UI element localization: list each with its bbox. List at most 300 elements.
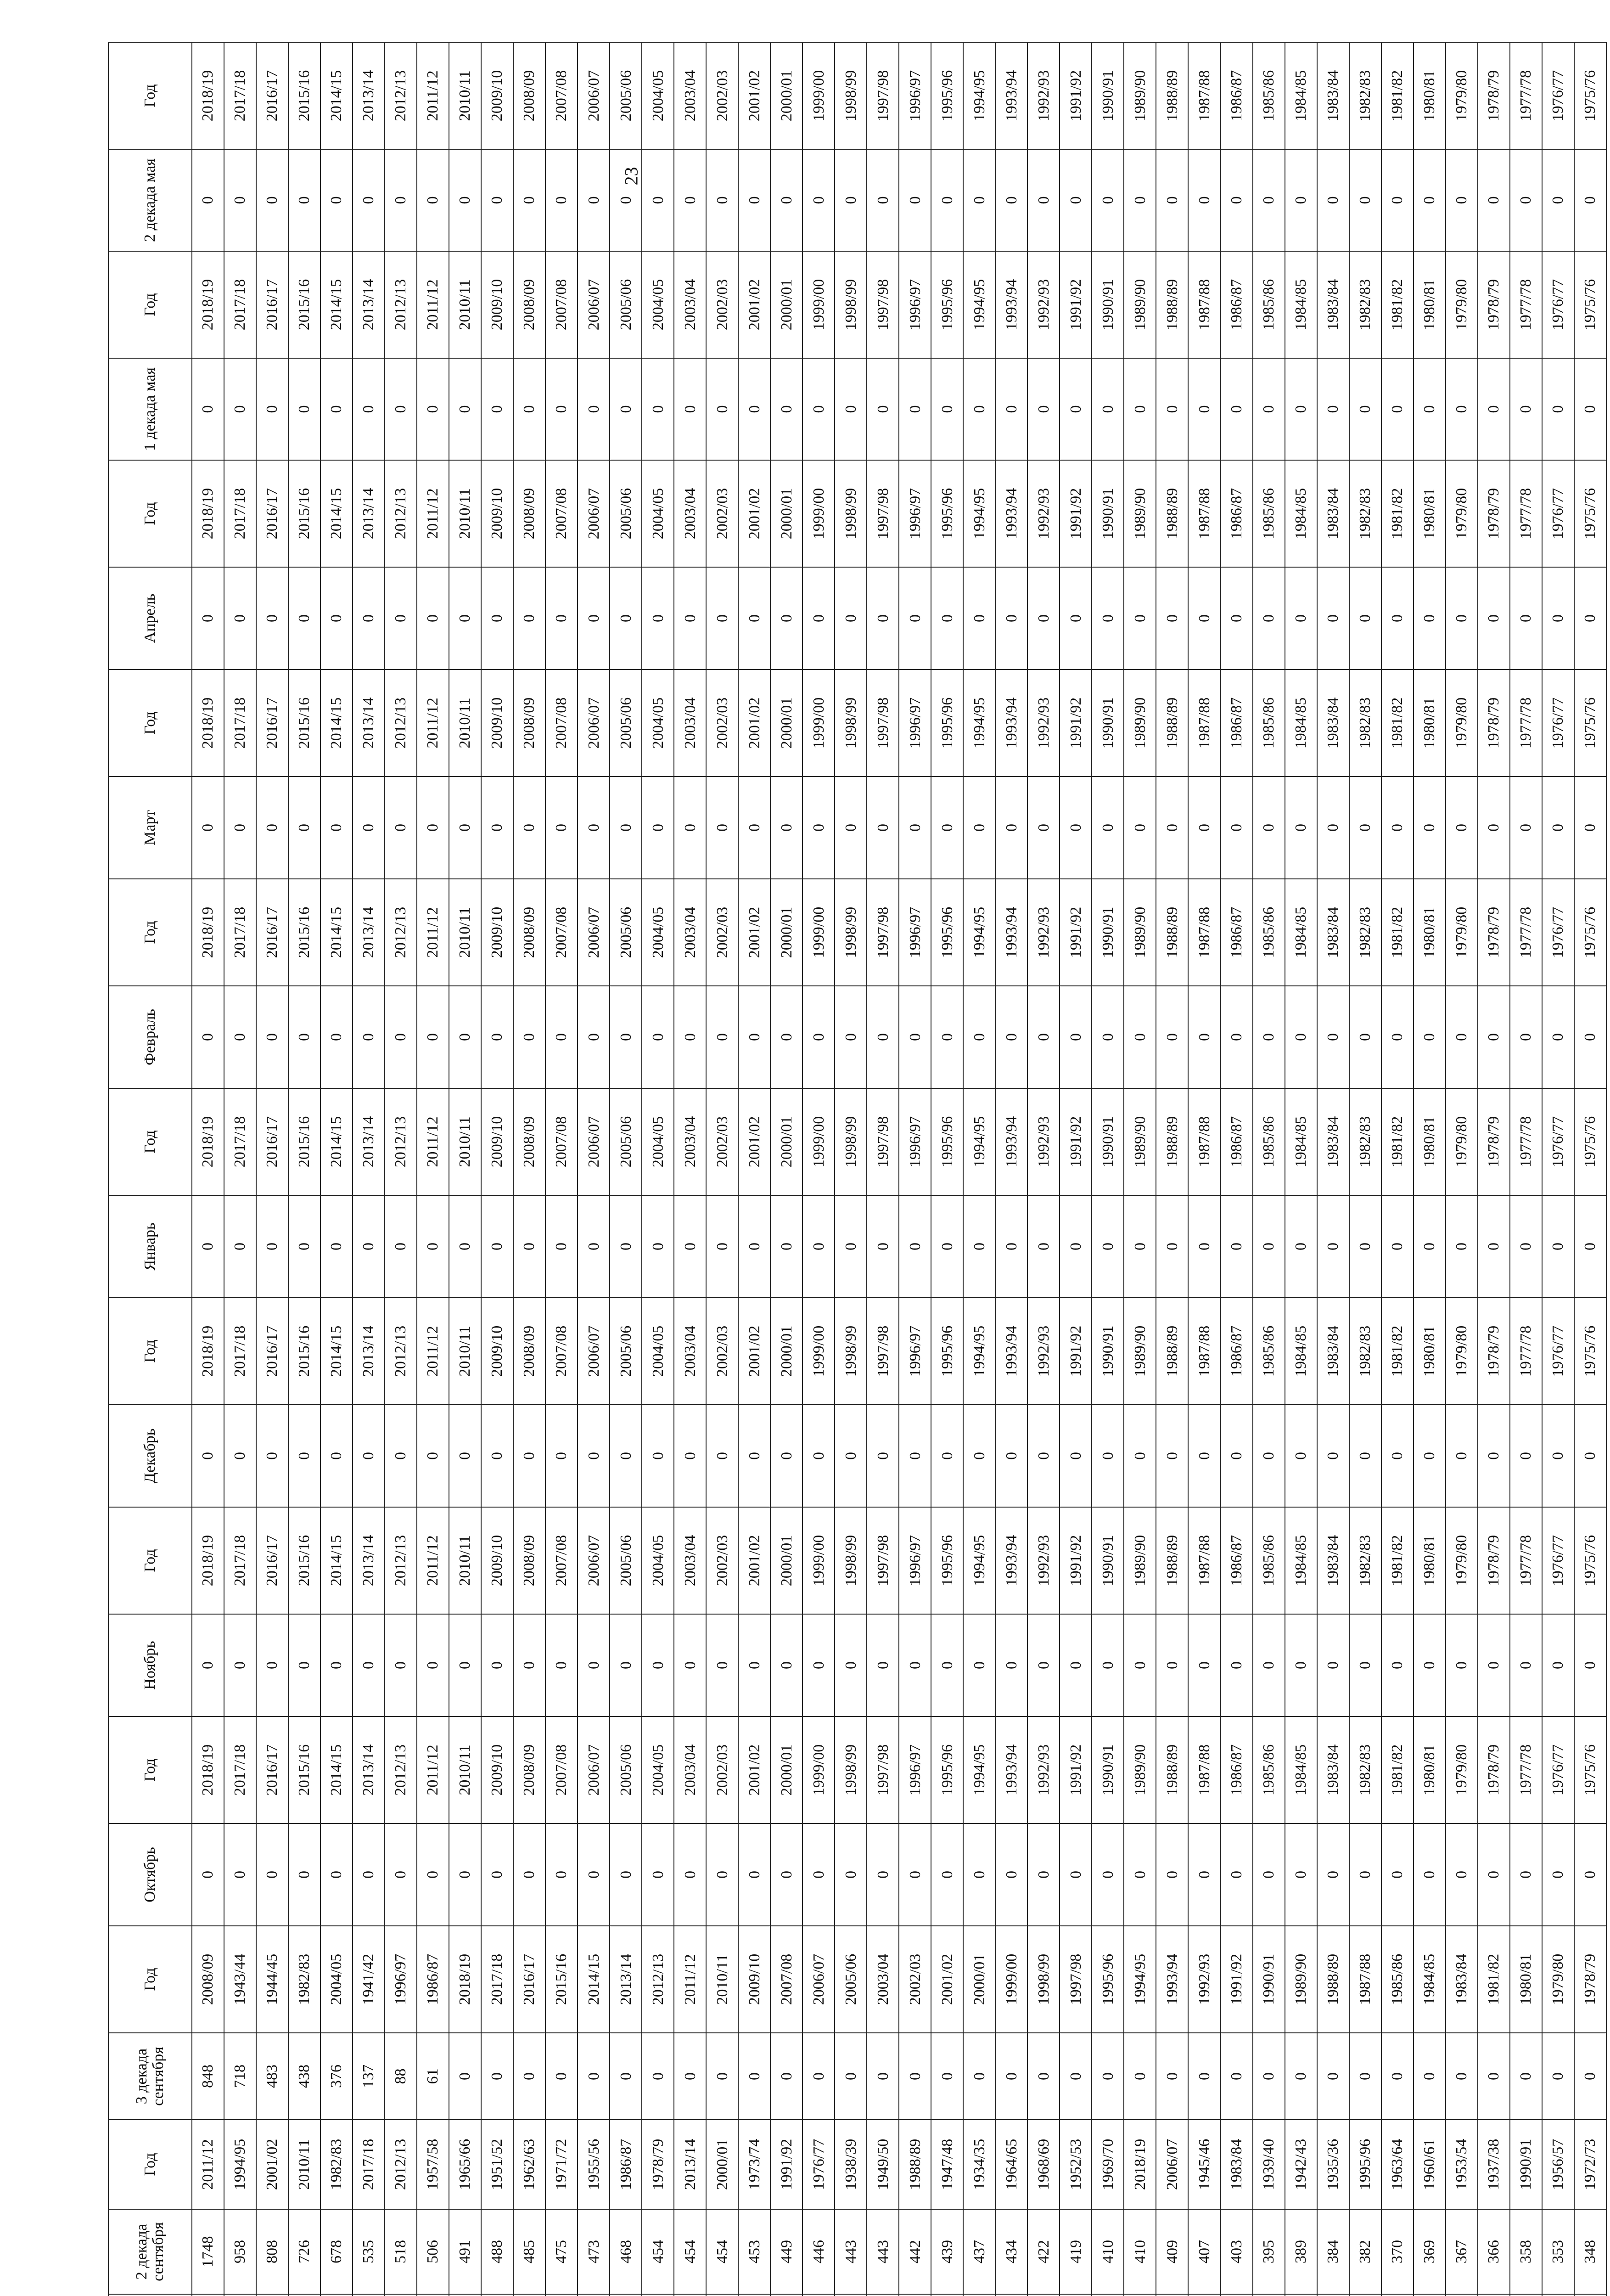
table-cell-god: 2010/11: [449, 1298, 481, 1405]
table-cell-apr: 0: [449, 567, 481, 670]
table-cell-apr: 0: [1349, 567, 1381, 670]
table-cell-god: 1986/87: [1221, 879, 1253, 986]
table-cell-obespechennost: [1446, 2294, 1478, 2296]
table-cell-mar: 0: [770, 777, 802, 879]
table-cell-god: 1987/88: [1188, 1298, 1220, 1405]
table-cell-jan: 0: [578, 1195, 610, 1298]
table-cell-god: 2012/13: [385, 42, 417, 149]
table-cell-oct: 0: [545, 1823, 578, 1926]
table-cell-jan: 0: [1124, 1195, 1156, 1298]
table-cell-dec: 0: [706, 1405, 738, 1507]
table-cell-may-dec1: 0: [481, 358, 513, 460]
table-row: [1478, 42, 1510, 2296]
table-cell-may-dec1: 0: [1510, 358, 1542, 460]
table-cell-nov: 0: [1478, 1614, 1510, 1716]
table-cell-may-dec1: 0: [192, 358, 224, 460]
table-cell-god: 1983/84: [1446, 1926, 1478, 2033]
table-cell-god: 2018/19: [192, 251, 224, 358]
table-cell-god: 2016/17: [256, 251, 288, 358]
table-cell-apr: 0: [481, 567, 513, 670]
table-cell-god: 1978/79: [1478, 1507, 1510, 1614]
table-cell-god: 1971/72: [545, 2120, 578, 2209]
table-cell-oct: 0: [1574, 1823, 1606, 1926]
table-cell-may-dec1: 0: [1092, 358, 1124, 460]
table-cell-sept-dec2: 389: [1285, 2209, 1317, 2294]
table-cell-may-dec1: 0: [513, 358, 545, 460]
table-cell-mar: 0: [899, 777, 931, 879]
table-cell-god: 1988/89: [1156, 1088, 1188, 1195]
table-cell-god: 2006/07: [578, 42, 610, 149]
table-cell-god: 1986/87: [1221, 670, 1253, 777]
table-cell-god: 2007/08: [545, 251, 578, 358]
table-cell-oct: 0: [288, 1823, 320, 1926]
table-cell-god: 1999/00: [802, 1088, 835, 1195]
table-cell-sept-dec3: 0: [1092, 2033, 1124, 2120]
table-cell-may-dec1: 0: [1060, 358, 1092, 460]
table-cell-jan: 0: [1510, 1195, 1542, 1298]
table-cell-may-dec1: 0: [1317, 358, 1349, 460]
table-cell-feb: 0: [481, 986, 513, 1088]
table-cell-god: 2015/16: [288, 1298, 320, 1405]
table-cell-oct: 0: [867, 1823, 899, 1926]
table-cell-apr: 0: [642, 567, 674, 670]
table-row: [1317, 42, 1349, 2296]
table-cell-god: 1986/87: [1221, 460, 1253, 567]
table-cell-god: 2009/10: [481, 1298, 513, 1405]
table-cell-dec: 0: [642, 1405, 674, 1507]
table-cell-may-dec2: 0: [1349, 149, 1381, 251]
table-cell-may-dec2: 0: [1542, 149, 1574, 251]
table-cell-god: 2015/16: [545, 1926, 578, 2033]
table-cell-sept-dec3: 61: [417, 2033, 449, 2120]
table-cell-nov: 0: [610, 1614, 642, 1716]
table-cell-god: 1986/87: [417, 1926, 449, 2033]
table-cell-apr: 0: [513, 567, 545, 670]
table-row: [867, 42, 899, 2296]
table-cell-god: 1976/77: [1542, 460, 1574, 567]
table-cell-nov: 0: [385, 1614, 417, 1716]
table-cell-obespechennost: [449, 2294, 481, 2296]
table-cell-dec: 0: [770, 1405, 802, 1507]
table-cell-mar: 0: [481, 777, 513, 879]
table-cell-god: 1977/78: [1510, 879, 1542, 986]
table-cell-god: 2005/06: [610, 42, 642, 149]
header-god-10: Год: [108, 1298, 192, 1405]
table-cell-oct: 0: [899, 1823, 931, 1926]
table-cell-god: 1969/70: [1092, 2120, 1124, 2209]
table-cell-god: 2000/01: [963, 1926, 995, 2033]
table-row: [385, 42, 417, 2296]
table-cell-god: 1998/99: [835, 42, 867, 149]
table-cell-god: 1987/88: [1188, 1088, 1220, 1195]
table-cell-apr: 0: [835, 567, 867, 670]
table-row: [642, 42, 674, 2296]
table-cell-god: 1987/88: [1188, 1507, 1220, 1614]
table-cell-feb: 0: [1060, 986, 1092, 1088]
table-cell-god: 1991/92: [1060, 1716, 1092, 1823]
table-cell-sept-dec3: 483: [256, 2033, 288, 2120]
table-cell-jan: 0: [1414, 1195, 1446, 1298]
table-cell-god: 2007/08: [770, 1926, 802, 2033]
table-cell-may-dec2: 0: [1381, 149, 1414, 251]
table-cell-sept-dec3: 0: [963, 2033, 995, 2120]
table-cell-oct: 0: [1349, 1823, 1381, 1926]
table-cell-nov: 0: [1092, 1614, 1124, 1716]
table-cell-god: 2001/02: [738, 460, 770, 567]
header-god-2: Год: [108, 2120, 192, 2209]
table-cell-may-dec2: 0: [1446, 149, 1478, 251]
table-cell-feb: 0: [1381, 986, 1414, 1088]
table-cell-god: 2000/01: [706, 2120, 738, 2209]
table-cell-god: 1935/36: [1317, 2120, 1349, 2209]
table-cell-oct: 0: [1188, 1823, 1220, 1926]
table-cell-feb: 0: [320, 986, 353, 1088]
table-cell-god: 2008/09: [513, 1716, 545, 1823]
table-cell-may-dec2: 0: [610, 149, 642, 251]
table-cell-mar: 0: [1510, 777, 1542, 879]
table-cell-sept-dec3: 0: [1574, 2033, 1606, 2120]
table-cell-god: 2011/12: [417, 42, 449, 149]
table-cell-oct: 0: [481, 1823, 513, 1926]
header-oct-5: Октябрь: [108, 1823, 192, 1926]
table-cell-sept-dec2: 353: [1542, 2209, 1574, 2294]
table-cell-sept-dec3: 0: [513, 2033, 545, 2120]
table-cell-god: 1998/99: [835, 1716, 867, 1823]
table-row: [353, 42, 385, 2296]
table-cell-obespechennost: [578, 2294, 610, 2296]
table-cell-nov: 0: [899, 1614, 931, 1716]
table-cell-god: 1975/76: [1574, 1507, 1606, 1614]
table-cell-god: 1985/86: [1253, 670, 1285, 777]
table-cell-god: 2010/11: [449, 1507, 481, 1614]
table-cell-oct: 0: [1542, 1823, 1574, 1926]
header-god-8: Год: [108, 1507, 192, 1614]
table-cell-sept-dec2: 453: [738, 2209, 770, 2294]
table-cell-jan: 0: [770, 1195, 802, 1298]
table-cell-apr: 0: [1542, 567, 1574, 670]
table-cell-dec: 0: [1188, 1405, 1220, 1507]
table-row: [1156, 42, 1188, 2296]
table-cell-may-dec1: 0: [417, 358, 449, 460]
table-cell-god: 1999/00: [995, 1926, 1027, 2033]
table-cell-sept-dec3: 0: [1253, 2033, 1285, 2120]
table-cell-mar: 0: [320, 777, 353, 879]
table-cell-god: 1995/96: [931, 42, 963, 149]
table-cell-may-dec1: 0: [899, 358, 931, 460]
table-cell-god: 2004/05: [642, 42, 674, 149]
table-cell-jan: 0: [674, 1195, 706, 1298]
table-cell-mar: 0: [738, 777, 770, 879]
table-cell-may-dec2: 0: [449, 149, 481, 251]
table-cell-god: 1990/91: [1092, 1507, 1124, 1614]
table-cell-god: 1957/58: [417, 2120, 449, 2209]
table-cell-obespechennost: [1349, 2294, 1381, 2296]
table-cell-god: 2006/07: [578, 251, 610, 358]
header-may-dec1-19: 1 декада мая: [108, 358, 192, 460]
table-cell-god: 1998/99: [1027, 1926, 1060, 2033]
table-cell-mar: 0: [1317, 777, 1349, 879]
table-cell-god: 1982/83: [288, 1926, 320, 2033]
table-cell-jan: 0: [1060, 1195, 1092, 1298]
table-cell-dec: 0: [899, 1405, 931, 1507]
table-cell-mar: 0: [1349, 777, 1381, 879]
table-cell-nov: 0: [1317, 1614, 1349, 1716]
table-cell-god: 2018/19: [192, 42, 224, 149]
table-cell-god: 2003/04: [674, 1716, 706, 1823]
table-row: [1349, 42, 1381, 2296]
table-cell-may-dec2: 0: [578, 149, 610, 251]
table-cell-sept-dec3: 0: [1285, 2033, 1317, 2120]
table-cell-sept-dec2: 403: [1221, 2209, 1253, 2294]
table-row: [320, 42, 353, 2296]
table-cell-feb: 0: [610, 986, 642, 1088]
table-cell-feb: 0: [385, 986, 417, 1088]
table-cell-god: 2014/15: [320, 251, 353, 358]
table-cell-obespechennost: [1510, 2294, 1542, 2296]
table-cell-sept-dec3: 0: [1349, 2033, 1381, 2120]
table-cell-oct: 0: [1381, 1823, 1414, 1926]
table-cell-god: 1979/80: [1446, 1088, 1478, 1195]
table-cell-dec: 0: [1060, 1405, 1092, 1507]
table-cell-nov: 0: [1574, 1614, 1606, 1716]
table-cell-god: 1993/94: [995, 42, 1027, 149]
table-cell-may-dec2: 0: [1253, 149, 1285, 251]
table-cell-god: 1999/00: [802, 251, 835, 358]
table-cell-obespechennost: [1156, 2294, 1188, 2296]
table-cell-god: 1998/99: [835, 1298, 867, 1405]
header-mar-15: Март: [108, 777, 192, 879]
table-cell-god: 2018/19: [192, 670, 224, 777]
table-cell-sept-dec3: 0: [835, 2033, 867, 2120]
table-cell-god: 2012/13: [385, 1716, 417, 1823]
table-cell-god: 2002/03: [706, 42, 738, 149]
table-cell-god: 1990/91: [1092, 42, 1124, 149]
table-cell-obespechennost: [706, 2294, 738, 2296]
table-cell-apr: 0: [385, 567, 417, 670]
table-cell-mar: 0: [256, 777, 288, 879]
table-cell-obespechennost: [642, 2294, 674, 2296]
table-cell-god: 1975/76: [1574, 1716, 1606, 1823]
table-cell-apr: 0: [802, 567, 835, 670]
table-cell-god: 2000/01: [770, 670, 802, 777]
table-cell-god: 1985/86: [1253, 251, 1285, 358]
table-cell-may-dec1: 0: [706, 358, 738, 460]
table-cell-god: 2004/05: [642, 1716, 674, 1823]
header-jan-11: Январь: [108, 1195, 192, 1298]
table-cell-god: 1996/97: [899, 879, 931, 986]
table-cell-may-dec1: 0: [353, 358, 385, 460]
table-cell-god: 2007/08: [545, 1507, 578, 1614]
table-cell-feb: 0: [1414, 986, 1446, 1088]
table-cell-may-dec1: 0: [1188, 358, 1220, 460]
header-may-dec2-21: 2 декада мая: [108, 149, 192, 251]
table-cell-mar: 0: [385, 777, 417, 879]
table-cell-may-dec2: 0: [320, 149, 353, 251]
table-cell-god: 1979/80: [1542, 1926, 1574, 2033]
table-cell-god: 1992/93: [1027, 670, 1060, 777]
table-cell-god: 2017/18: [224, 670, 256, 777]
table-cell-god: 1996/97: [899, 670, 931, 777]
table-cell-god: 1981/82: [1381, 1298, 1414, 1405]
table-cell-god: 1996/97: [899, 1298, 931, 1405]
table-cell-obespechennost: [545, 2294, 578, 2296]
table-cell-god: 1980/81: [1414, 1298, 1446, 1405]
table-cell-apr: 0: [1414, 567, 1446, 670]
table-cell-god: 2003/04: [674, 460, 706, 567]
table-cell-god: 1993/94: [995, 1298, 1027, 1405]
table-cell-god: 2011/12: [417, 1088, 449, 1195]
table-cell-god: 1980/81: [1414, 42, 1446, 149]
table-cell-god: 2011/12: [417, 251, 449, 358]
table-cell-obespechennost: [256, 2294, 288, 2296]
table-cell-god: 2007/08: [545, 879, 578, 986]
table-cell-god: 2008/09: [192, 1926, 224, 2033]
table-cell-god: 1960/61: [1414, 2120, 1446, 2209]
table-cell-god: 2010/11: [449, 670, 481, 777]
table-cell-oct: 0: [1510, 1823, 1542, 1926]
table-cell-god: 2016/17: [256, 42, 288, 149]
table-cell-may-dec2: 0: [1060, 149, 1092, 251]
table-cell-jan: 0: [867, 1195, 899, 1298]
table-cell-god: 2008/09: [513, 460, 545, 567]
table-cell-feb: 0: [867, 986, 899, 1088]
table-cell-dec: 0: [353, 1405, 385, 1507]
table-cell-god: 1991/92: [1221, 1926, 1253, 2033]
table-cell-god: 2018/19: [449, 1926, 481, 2033]
table-cell-nov: 0: [1156, 1614, 1188, 1716]
table-cell-god: 1968/69: [1027, 2120, 1060, 2209]
table-cell-oct: 0: [1253, 1823, 1285, 1926]
table-cell-god: 1986/87: [1221, 1716, 1253, 1823]
table-cell-dec: 0: [1285, 1405, 1317, 1507]
table-cell-nov: 0: [1188, 1614, 1220, 1716]
table-cell-god: 1996/97: [899, 460, 931, 567]
table-cell-apr: 0: [1478, 567, 1510, 670]
table-cell-god: 1989/90: [1124, 1507, 1156, 1614]
table-cell-god: 1979/80: [1446, 670, 1478, 777]
table-cell-sept-dec3: 0: [931, 2033, 963, 2120]
table-cell-god: 1993/94: [995, 879, 1027, 986]
table-cell-god: 1955/56: [578, 2120, 610, 2209]
table-cell-jan: 0: [224, 1195, 256, 1298]
table-cell-god: 1993/94: [995, 1088, 1027, 1195]
table-cell-feb: 0: [802, 986, 835, 1088]
table-cell-may-dec1: 0: [288, 358, 320, 460]
table-cell-feb: 0: [1027, 986, 1060, 1088]
table-cell-god: 2001/02: [738, 251, 770, 358]
table-cell-god: 1976/77: [1542, 251, 1574, 358]
table-cell-oct: 0: [706, 1823, 738, 1926]
table-cell-god: 1991/92: [1060, 251, 1092, 358]
table-cell-god: 1982/83: [1349, 670, 1381, 777]
table-cell-god: 1986/87: [610, 2120, 642, 2209]
table-cell-sept-dec3: 0: [1414, 2033, 1446, 2120]
table-cell-god: 1980/81: [1414, 1716, 1446, 1823]
table-cell-may-dec1: 0: [931, 358, 963, 460]
table-cell-apr: 0: [770, 567, 802, 670]
table-cell-god: 2009/10: [481, 460, 513, 567]
table-cell-god: 2005/06: [610, 460, 642, 567]
table-cell-nov: 0: [706, 1614, 738, 1716]
table-cell-may-dec1: 0: [1027, 358, 1060, 460]
table-cell-obespechennost: [899, 2294, 931, 2296]
table-cell-mar: 0: [1124, 777, 1156, 879]
table-cell-god: 2005/06: [610, 670, 642, 777]
table-cell-nov: 0: [1221, 1614, 1253, 1716]
table-cell-god: 1947/48: [931, 2120, 963, 2209]
table-cell-god: 1983/84: [1317, 1507, 1349, 1614]
table-cell-may-dec1: 0: [449, 358, 481, 460]
table-cell-mar: 0: [1027, 777, 1060, 879]
table-cell-feb: 0: [674, 986, 706, 1088]
table-cell-god: 1996/97: [899, 1088, 931, 1195]
table-cell-god: 2004/05: [642, 1507, 674, 1614]
table-cell-sept-dec2: 348: [1574, 2209, 1606, 2294]
table-cell-jan: 0: [256, 1195, 288, 1298]
table-cell-god: 2001/02: [738, 1507, 770, 1614]
table-cell-god: 2003/04: [867, 1926, 899, 2033]
table-cell-god: 1976/77: [1542, 42, 1574, 149]
table-cell-god: 1981/82: [1381, 1088, 1414, 1195]
table-cell-obespechennost: [1414, 2294, 1446, 2296]
table-cell-god: 1984/85: [1414, 1926, 1446, 2033]
table-cell-sept-dec2: 449: [770, 2209, 802, 2294]
table-cell-obespechennost: [1317, 2294, 1349, 2296]
table-cell-god: 2000/01: [770, 1298, 802, 1405]
table-cell-obespechennost: [1188, 2294, 1220, 2296]
table-cell-feb: 0: [995, 986, 1027, 1088]
table-cell-god: 2009/10: [738, 1926, 770, 2033]
table-cell-god: 2003/04: [674, 42, 706, 149]
table-cell-god: 2008/09: [513, 1507, 545, 1614]
table-cell-feb: 0: [288, 986, 320, 1088]
table-cell-nov: 0: [1446, 1614, 1478, 1716]
table-cell-god: 1993/94: [995, 460, 1027, 567]
table-cell-god: 1976/77: [1542, 879, 1574, 986]
table-cell-may-dec2: 0: [545, 149, 578, 251]
table-cell-god: 1984/85: [1285, 879, 1317, 986]
header-god-14: Год: [108, 879, 192, 986]
table-cell-mar: 0: [867, 777, 899, 879]
table-cell-god: 2017/18: [224, 1716, 256, 1823]
table-cell-apr: 0: [1317, 567, 1349, 670]
table-cell-nov: 0: [642, 1614, 674, 1716]
table-cell-feb: 0: [1574, 986, 1606, 1088]
table-cell-dec: 0: [256, 1405, 288, 1507]
table-cell-mar: 0: [1446, 777, 1478, 879]
table-cell-dec: 0: [1317, 1405, 1349, 1507]
table-cell-god: 2013/14: [353, 1507, 385, 1614]
table-cell-god: 2004/05: [642, 1298, 674, 1405]
table-cell-apr: 0: [1060, 567, 1092, 670]
table-cell-god: 2017/18: [353, 2120, 385, 2209]
table-cell-sept-dec2: 367: [1446, 2209, 1478, 2294]
header-apr-17: Апрель: [108, 567, 192, 670]
table-cell-god: 1988/89: [1156, 879, 1188, 986]
table-row: [513, 42, 545, 2296]
table-cell-god: 1985/86: [1253, 42, 1285, 149]
table-cell-jan: 0: [899, 1195, 931, 1298]
table-cell-god: 2007/08: [545, 1716, 578, 1823]
table-cell-nov: 0: [1027, 1614, 1060, 1716]
table-cell-sept-dec3: 0: [610, 2033, 642, 2120]
table-cell-god: 1999/00: [802, 460, 835, 567]
table-cell-nov: 0: [1381, 1614, 1414, 1716]
table-cell-god: 1994/95: [963, 251, 995, 358]
table-cell-apr: 0: [1446, 567, 1478, 670]
table-cell-may-dec1: 0: [1381, 358, 1414, 460]
table-cell-apr: 0: [674, 567, 706, 670]
